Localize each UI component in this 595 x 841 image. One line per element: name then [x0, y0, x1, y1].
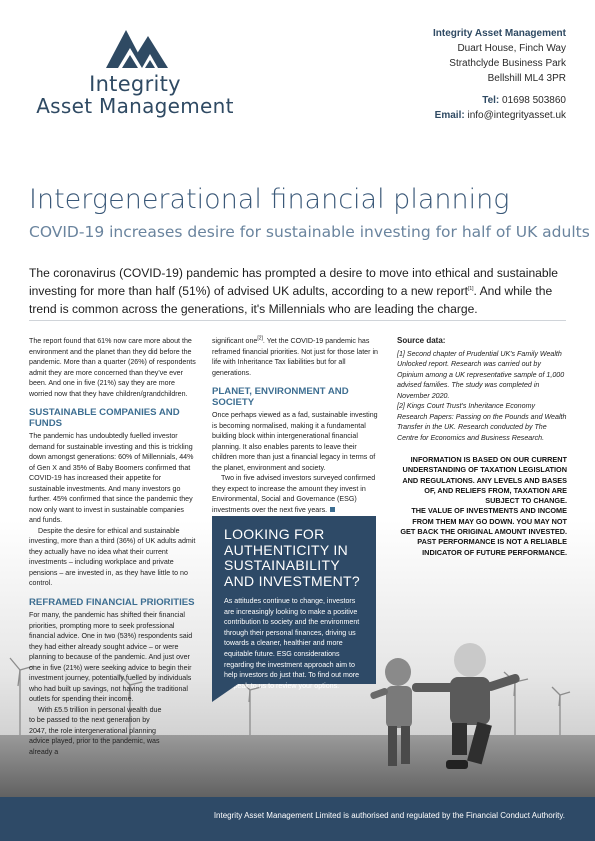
source-note: [2] Kings Court Trust's Inheritance Economy Research Papers: Passing on the Pounds and Wealth Transfer in the UK. Research conducted by The Centre for Economics and Business Research. — [397, 402, 567, 442]
body-paragraph: For many, the pandemic has shifted their financial priorities, prompting more to seek professional financial advice. One in two (53%) respondents said they had either already sought advice – or were planning to because of the pandemic. And just over one in five (21%) were seeking advice to begin their investment journey, potentially fuelled by individuals who had built up savings, not having the traditional outlets for spending their income. — [29, 611, 193, 704]
performance-disclaimer: PAST PERFORMANCE IS NOT A RELIABLE INDICATOR OF FUTURE PERFORMANCE. — [417, 537, 567, 557]
page-subtitle: COVID-19 increases desire for sustainable investing for half of UK adults — [29, 223, 590, 241]
source-note: [1] Second chapter of Prudential UK's Family Wealth Unlocked report. Research was carried out by Opinium among a UK representative sample of 1,000 advised families. The study was completed in November 2020. — [397, 349, 565, 400]
footnote-ref: [2] — [257, 335, 263, 342]
section-heading: SUSTAINABLE COMPANIES AND FUNDS — [29, 407, 180, 429]
body-paragraph: Once perhaps viewed as a fad, sustainable investing is becoming normalised, making it a fundamental building block within intergenerational financial planning. It also enables parents to leave their children more than just a financial legacy in terms of the planet, environment and society. — [212, 411, 378, 472]
section-heading: PLANET, ENVIRONMENT AND SOCIETY — [212, 386, 349, 408]
end-mark-icon — [330, 507, 335, 512]
regulatory-statement: Integrity Asset Management Limited is authorised and regulated by the Financial Conduct Authority. — [213, 811, 565, 820]
body-text: . Yet the COVID-19 pandemic has reframed financial priorities. Not just for those later in life with Inheritance Tax liabilities but for all generations. — [212, 337, 378, 377]
address-line: Strathclyde Business Park — [449, 58, 566, 69]
column-3 — [397, 336, 567, 558]
tax-disclaimer: INFORMATION IS BASED ON OUR CURRENT UNDERSTANDING OF TAXATION LEGISLATION AND REGULATIONS. ANY LEVELS AND BASES OF, AND RELIEFS FROM, TAXATION ARE SUBJECT TO CHANGE. — [402, 455, 567, 506]
logo-text-line2: Asset Management — [36, 94, 234, 118]
company-logo — [30, 24, 240, 120]
section-heading: REFRAMED FINANCIAL PRIORITIES — [29, 596, 195, 608]
body-paragraph: Despite the desire for ethical and sustainable investing, more than a third (36%) of UK adults admit they actually have no idea what their current investments – including workplace and private pensions – are invested in, as they have little to no control. — [29, 526, 196, 588]
phone-line — [306, 93, 566, 108]
body-paragraph — [212, 336, 382, 378]
body-paragraph: With £5.5 trillion in personal wealth due to be passed to the next generation by 2047, the role intergenerational planning advice played, prior to the pandemic, was already a — [29, 705, 162, 756]
investment-disclaimer: THE VALUE OF INVESTMENTS AND INCOME FROM THEM MAY GO DOWN. YOU MAY NOT GET BACK THE ORIGINAL AMOUNT INVESTED. — [400, 506, 567, 537]
intro-text: The coronavirus (COVID-19) pandemic has prompted a desire to move into ethical and sustainable investing for more than half (51%) of advised UK adults, according to a new report — [29, 266, 559, 298]
logo-text-line1: Integrity — [89, 72, 181, 96]
intro-paragraph — [29, 264, 565, 318]
footer-bar — [0, 797, 595, 841]
body-paragraph — [212, 473, 382, 515]
contact-block — [306, 26, 566, 123]
address-line: Bellshill ML4 3PR — [487, 73, 566, 84]
page-title: Intergenerational financial planning — [29, 184, 510, 215]
body-text: Two in five advised investors surveyed confirmed they expect to increase the amount they invest in Environmental, Social and Governance (ESG) investments over the next five years. — [212, 474, 376, 514]
callout-body: As attitudes continue to change, investors are increasingly looking to make a positive contribution to society and the environment through their personal finances, driving us towards a cleaner, healthier and more equitable future. ESG considerations regarding the investment approach aim to help investors do just that. To find out more – speak to us to review your options. — [224, 597, 360, 690]
address-line: Duart House, Finch Way — [457, 43, 566, 54]
column-2 — [212, 336, 382, 515]
phone-number[interactable]: 01698 503860 — [502, 95, 566, 106]
footnote-ref: [1] — [467, 285, 474, 292]
callout-box — [212, 516, 376, 690]
column-1 — [29, 336, 197, 757]
callout-heading: LOOKING FOR AUTHENTICITY IN SUSTAINABILITY AND INVESTMENT? — [224, 526, 360, 589]
email-line — [306, 108, 566, 123]
body-text: significant one — [212, 337, 258, 345]
email-link[interactable]: info@integrityasset.uk — [467, 110, 566, 121]
sources-heading: Source data: — [397, 336, 446, 345]
email-label: Email: — [434, 110, 465, 121]
body-paragraph: The pandemic has undoubtedly fuelled investor demand for sustainable investing and this is trickling down amongst generations: 60% of Millennials, 44% of Gen X and 35% of Baby Boomers confirmed that COVID-19 has increased their appetite for sustainable investments. And many investors go further. 45% confirmed that since the pandemic they now only want to invest in sustainable companies and funds. — [29, 432, 194, 525]
phone-label: Tel: — [482, 95, 500, 106]
body-paragraph: The report found that 61% now care more about the environment and the planet than they did before the pandemic. More than a quarter (26%) of respondents admit they are more concerned than they've ever been. And one in five (21%) say they are more worried now that they have children/grandchildren. — [29, 337, 196, 398]
mountain-logo-icon — [30, 24, 240, 74]
company-name: Integrity Asset Management — [433, 28, 566, 39]
divider — [29, 320, 566, 321]
callout-pointer — [212, 684, 238, 702]
intro-text: . And while the trend is common across the generations, it's Millennials who are leading the charge. — [29, 284, 553, 316]
